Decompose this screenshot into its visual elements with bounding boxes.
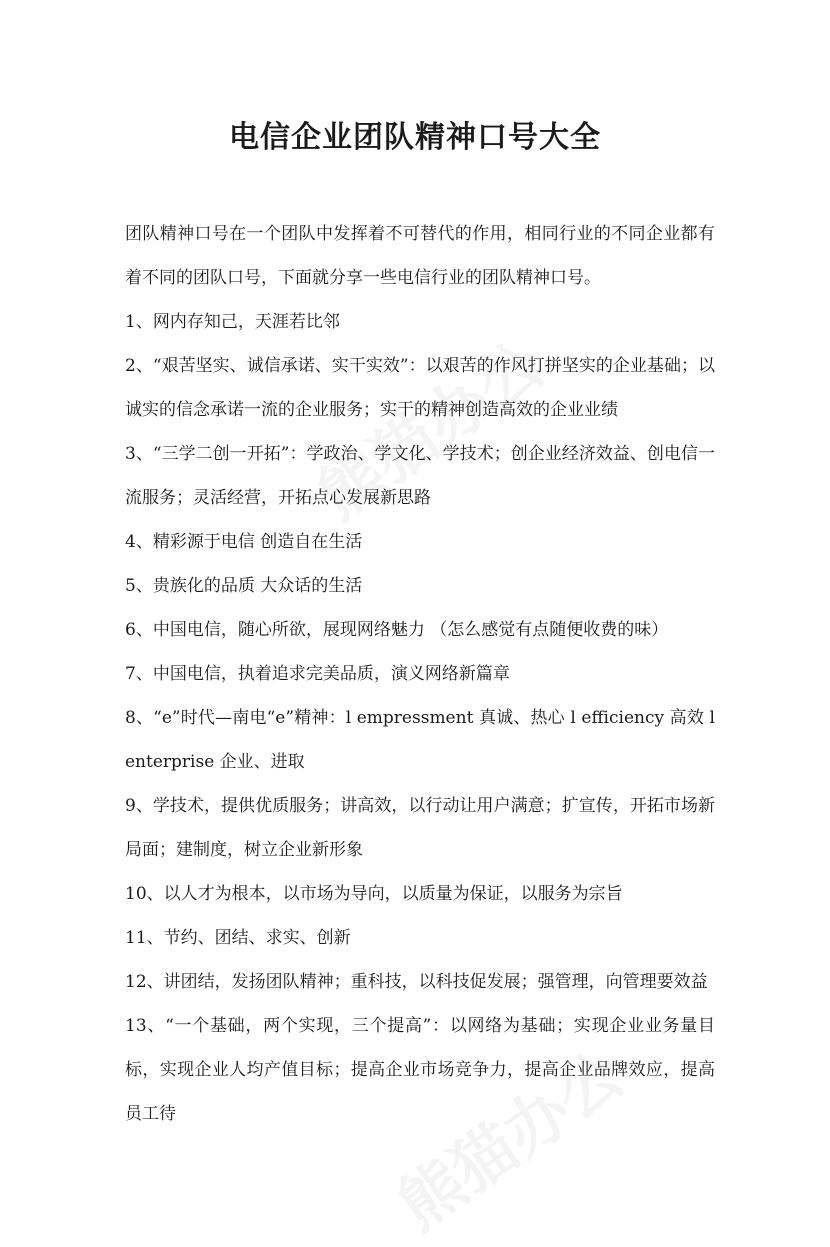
slogan-item: 2、“艰苦坚实、诚信承诺、实干实效”：以艰苦的作风打拼坚实的企业基础；以诚实的信念承诺一流的企业服务；实干的精神创造高效的企业业绩 <box>125 356 715 420</box>
slogan-item: 12、讲团结，发扬团队精神；重科技，以科技促发展；强管理，向管理要效益 <box>125 972 708 992</box>
slogan-item: 9、学技术，提供优质服务；讲高效，以行动让用户满意；扩宣传，开拓市场新局面；建制度，树立企业新形象 <box>125 796 715 860</box>
slogan-item: 10、以人才为根本，以市场为导向，以质量为保证，以服务为宗旨 <box>125 884 623 904</box>
slogan-item: 4、精彩源于电信 创造自在生活 <box>125 532 363 552</box>
page-title: 电信企业团队精神口号大全 <box>229 120 601 155</box>
slogan-item: 11、节约、团结、求实、创新 <box>125 928 351 948</box>
slogan-item: 6、中国电信，随心所欲，展现网络魅力 （怎么感觉有点随便收费的味） <box>125 620 669 640</box>
intro-paragraph: 团队精神口号在一个团队中发挥着不可替代的作用，相同行业的不同企业都有着不同的团队口号，下面就分享一些电信行业的团队精神口号。 <box>125 224 715 288</box>
slogan-item: 1、网内存知己，天涯若比邻 <box>125 312 340 332</box>
slogan-item: 13、“一个基础，两个实现，三个提高”：以网络为基础；实现企业业务量目标，实现企业人均产值目标；提高企业市场竞争力，提高企业品牌效应，提高员工待 <box>125 1016 715 1124</box>
slogan-item: 8、“e”时代—南电“e”精神：l empressment 真诚、热心 l efficiency 高效 l enterprise 企业、进取 <box>125 708 715 772</box>
slogan-item: 7、中国电信，执着追求完美品质，演义网络新篇章 <box>125 664 510 684</box>
document-body <box>125 212 715 1136</box>
slogan-item: 3、“三学二创一开拓”：学政治、学文化、学技术；创企业经济效益、创电信一流服务；灵活经营，开拓点心发展新思路 <box>125 444 715 508</box>
slogan-item: 5、贵族化的品质 大众话的生活 <box>125 576 363 596</box>
